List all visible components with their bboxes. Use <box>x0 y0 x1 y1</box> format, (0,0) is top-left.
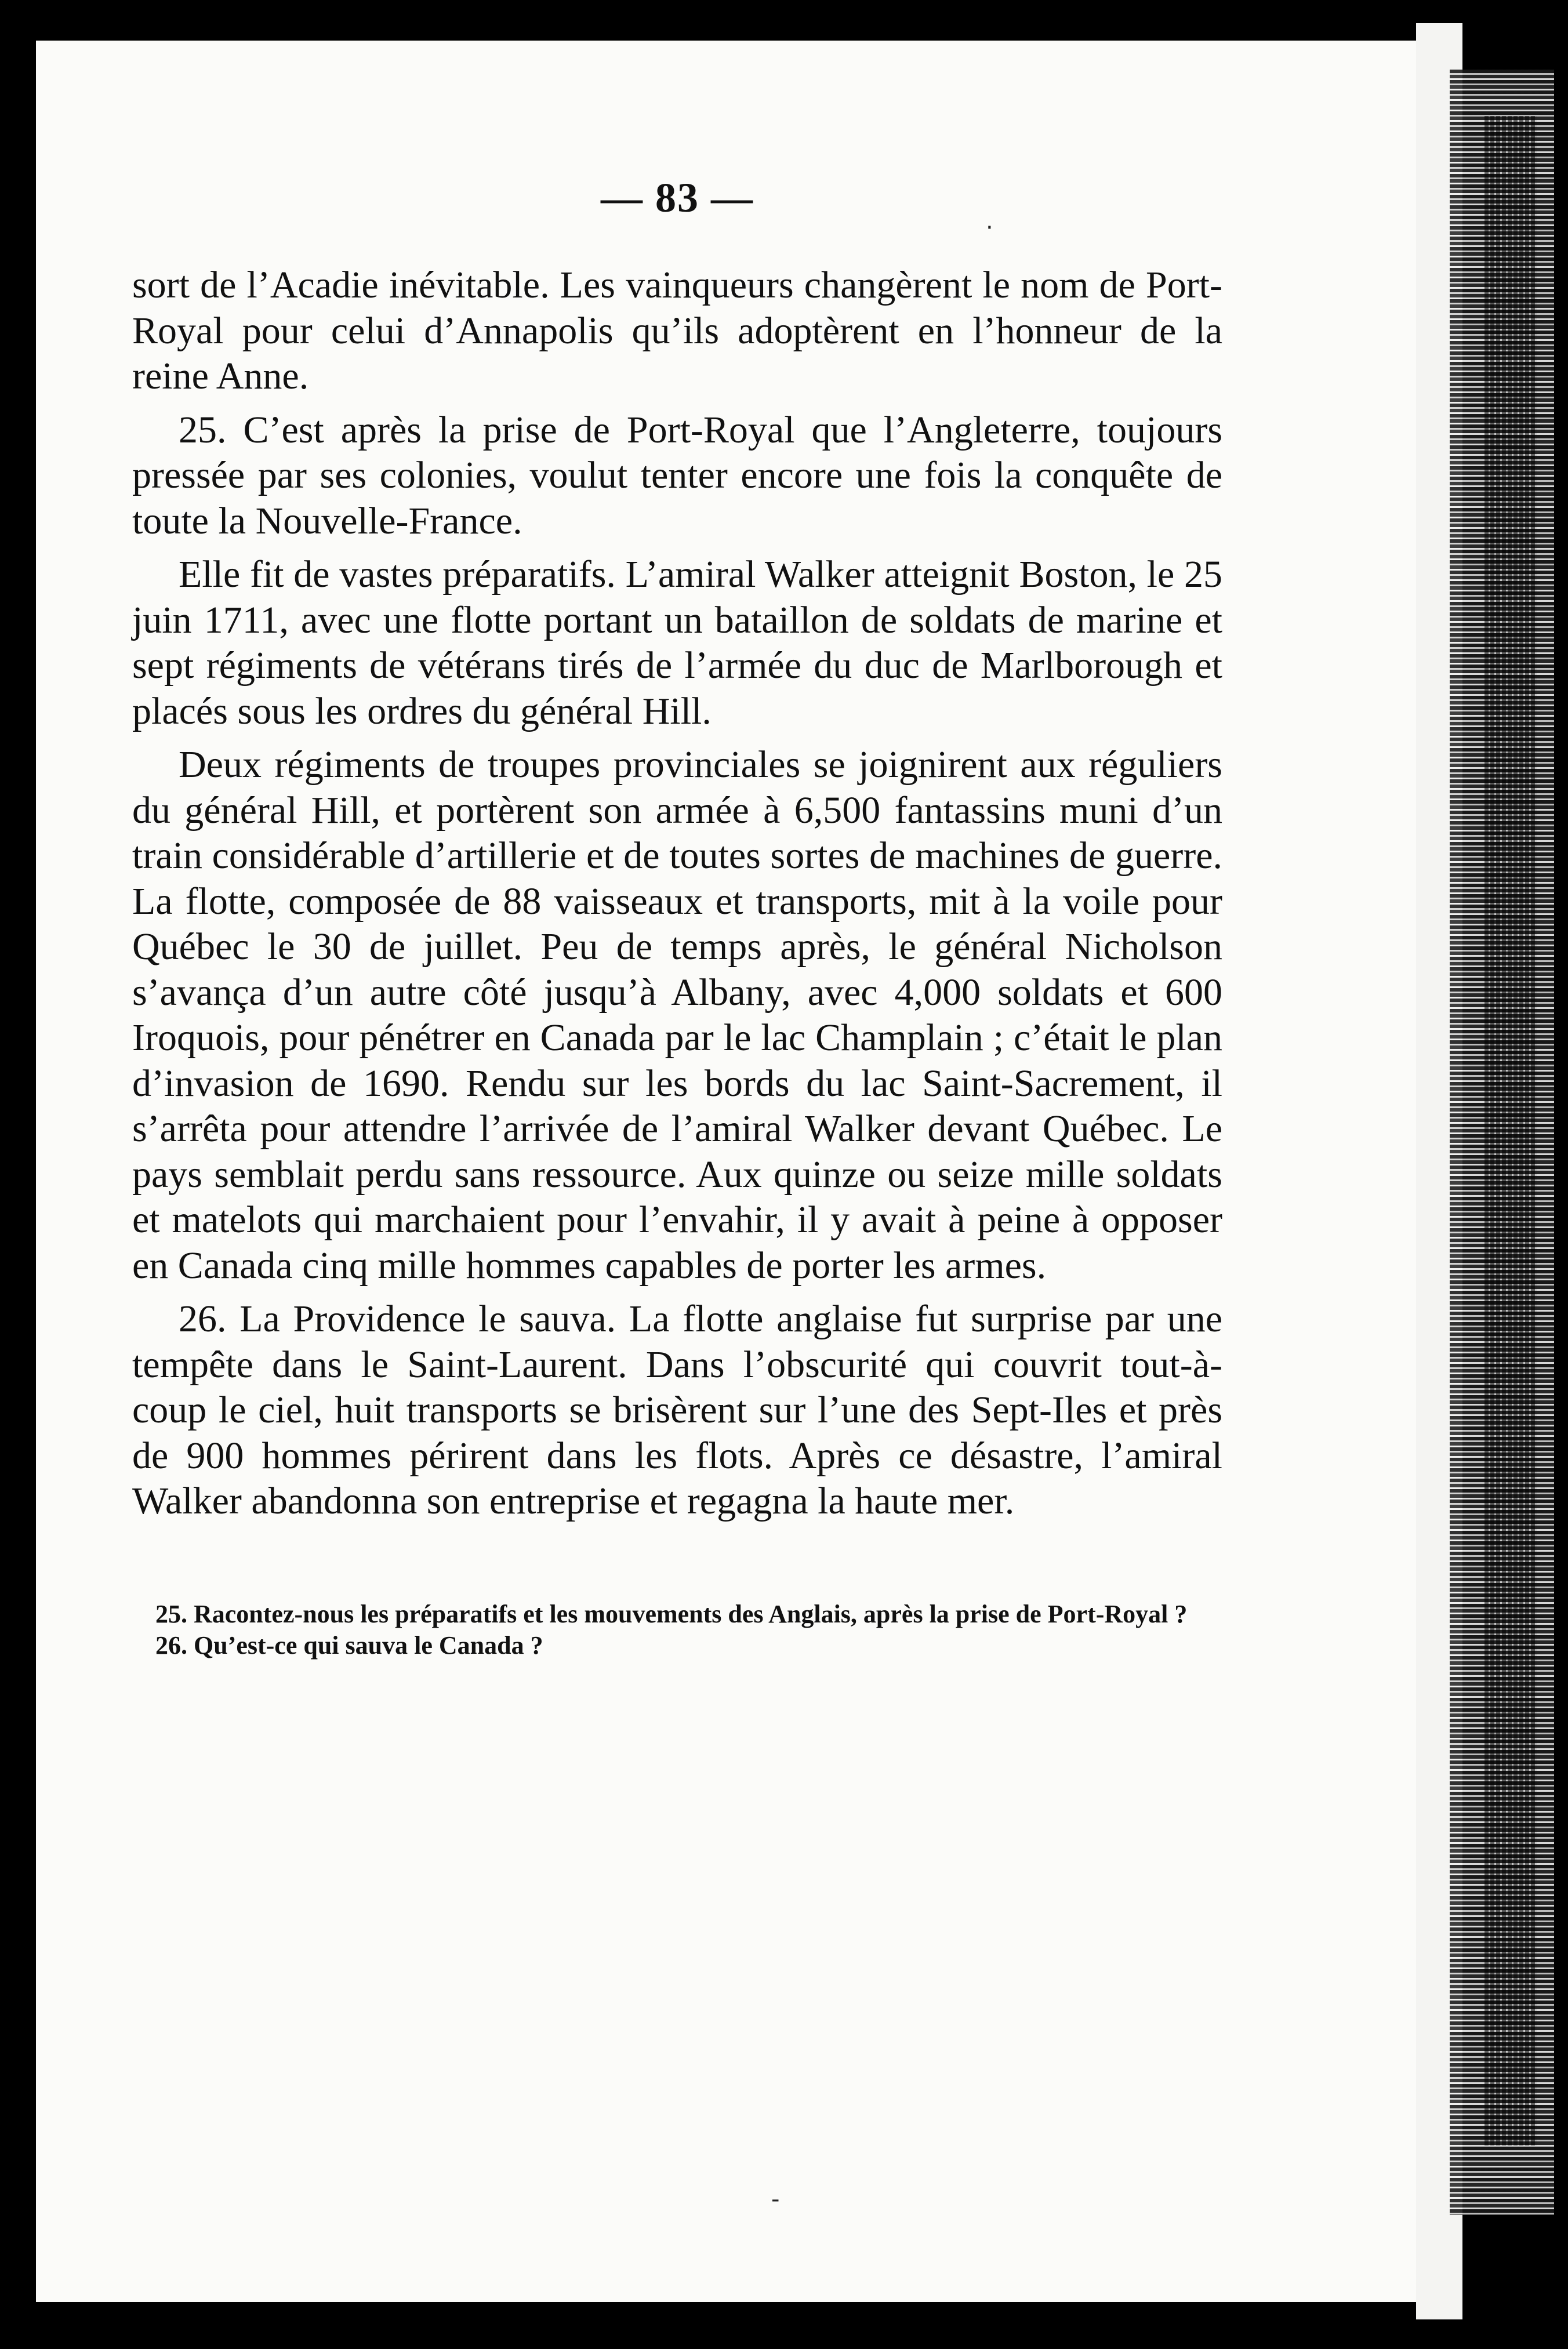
book-edge-texture-overlay <box>1484 116 1537 2145</box>
footnote-25: 25. Racontez-nous les préparatifs et les mouvements des Anglais, après la prise de Port-Royal ? <box>155 1599 1188 1628</box>
paragraph-2: 25. C’est après la prise de Port-Royal que l’Angleterre, toujours pressée par ses colonies, voulut tenter encore une fois la conquête de toute la Nouvelle-France. <box>132 408 1222 542</box>
stray-mark-top: · <box>986 215 993 241</box>
page-number: — 83 — <box>601 175 754 221</box>
paragraph-1: sort de l’Acadie inévitable. Les vainqueurs changèrent le nom de Port-Royal pour celui d’Annapolis qu’ils adoptèrent en l’honneur de la reine Anne. <box>132 264 1222 397</box>
page-content <box>132 174 1222 1661</box>
footnotes <box>132 1599 1222 1661</box>
stray-mark-bottom: - <box>771 2186 780 2213</box>
paragraph-4: Deux régiments de troupes provinciales se joignirent aux réguliers du général Hill, et portèrent son armée à 6,500 fantassins muni d’un train considérable d’artillerie et de toutes sortes de machines de guerre. La flotte, composée de 88 vaisseaux et transports, mit à la voile pour Québec le 30 de juillet. Peu de temps après, le général Nicholson s’avança d’un autre côté jusqu’à Albany, avec 4,000 soldats et 600 Iroquois, pour pénétrer en Canada par le lac Champlain ; c’était le plan d’invasion de 1690. Rendu sur les bords du lac Saint-Sacrement, il s’arrêta pour attendre l’arrivée de l’amiral Walker devant Québec. Le pays semblait perdu sans ressource. Aux quinze ou seize mille soldats et matelots qui marchaient pour l’envahir, il y avait à peine à opposer en Canada cinq mille hommes capables de porter les armes. <box>132 743 1222 1287</box>
paragraph-3: Elle fit de vastes préparatifs. L’amiral Walker atteignit Boston, le 25 juin 1711, avec une flotte portant un bataillon de soldats de marine et sept régiments de vétérans tirés de l’armée du duc de Marlborough et placés sous les ordres du général Hill. <box>132 553 1222 732</box>
footnote-26: 26. Qu’est-ce qui sauva le Canada ? <box>155 1631 543 1660</box>
paragraph-5: 26. La Providence le sauva. La flotte anglaise fut surprise par une tempête dans le Saint-Laurent. Dans l’obscurité qui couvrit tout-à-coup le ciel, huit transports se brisèrent sur l’une des Sept-Iles et près de 900 hommes périrent dans les flots. Après ce désastre, l’amiral Walker abandonna son entreprise et regagna la haute mer. <box>132 1298 1222 1522</box>
body-text <box>132 263 1222 1524</box>
